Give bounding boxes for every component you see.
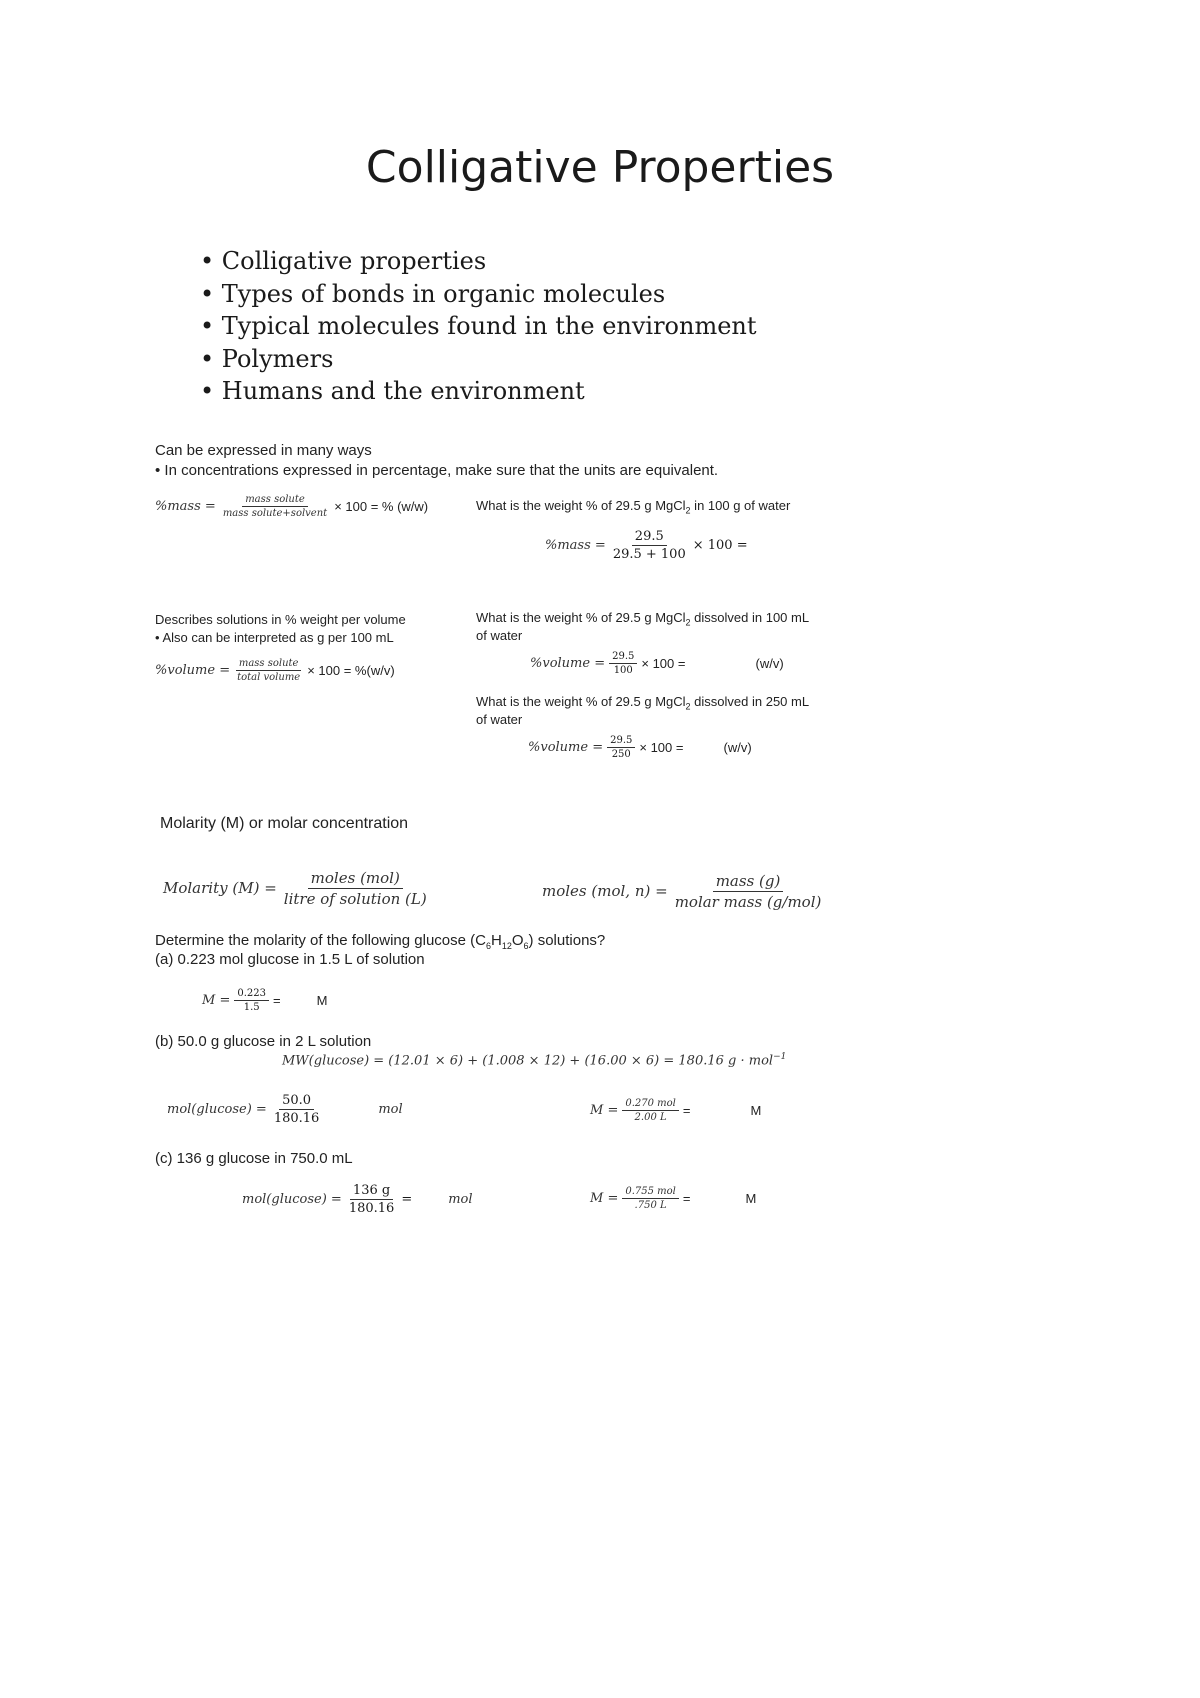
percent-note: • In concentrations expressed in percentage, make sure that the units are equivalent. xyxy=(155,462,719,479)
list-item: • Polymers xyxy=(200,344,334,373)
part-b-label: (b) 50.0 g glucose in 2 L solution xyxy=(155,1033,372,1050)
volume-note: • Also can be interpreted as g per 100 mL xyxy=(155,630,394,645)
question-1: What is the weight % of 29.5 g MgCl$_2$ in 100 g of water xyxy=(476,498,791,516)
question-2-line2: of water xyxy=(476,628,523,643)
volume-intro: Describes solutions in % weight per volume xyxy=(155,612,406,627)
question-2-calc: %volume = $\frac{29.5}{100}$ × 100 = (w/v) xyxy=(530,650,784,676)
part-b-moles-calc: mol(glucose) = $\frac{50.0}{180.16}$ mol xyxy=(167,1092,403,1126)
part-b-molarity-calc: M = $\frac{\text{0.270 mol}}{2.00 L}$ = M xyxy=(590,1097,762,1123)
list-item: • Colligative properties xyxy=(200,247,487,275)
list-item: • Humans and the environment xyxy=(200,377,585,405)
part-c-label: (c) 136 g glucose in 750.0 mL xyxy=(155,1150,353,1167)
question-3-line2: of water xyxy=(476,712,523,727)
question-2: What is the weight % of 29.5 g MgCl$_2$ dissolved in 100 mL xyxy=(476,610,810,628)
list-item: • Types of bonds in organic molecules xyxy=(200,279,666,308)
question-3-calc: %volume = $\frac{29.5}{250}$ × 100 = (w/v) xyxy=(528,734,752,760)
glucose-question: Determine the molarity of the following glucose $(C_6H_{12}O_6)$ solutions? xyxy=(155,932,606,951)
molarity-formula: Molarity (M) = $\frac{\text{moles (mol)}}{\text{litre of solution (L)}}$ xyxy=(163,868,427,908)
topic-list xyxy=(200,245,757,408)
molecular-weight-equation: MW(glucose) = (12.01 × 6) + (1.008 × 12) + (16.00 × 6) = 180.16 g · mol$^{-1}$ xyxy=(282,1052,787,1069)
volume-percent-formula: %volume = $\frac{\text{mass solute}}{\text{total volume}}$ × 100 = %(w/v) xyxy=(155,657,395,683)
question-3: What is the weight % of 29.5 g MgCl$_2$ dissolved in 250 mL xyxy=(476,694,810,712)
mass-percent-formula: %mass = $\frac{\text{mass solute}}{\text{mass solute+solvent}}$ × 100 = % (w/w) xyxy=(155,493,429,519)
percent-intro: Can be expressed in many ways xyxy=(155,442,372,459)
question-1-calc: %mass = $\frac{29.5}{29.5 + 100}$ × 100 = xyxy=(545,528,748,562)
part-a-label: (a) 0.223 mol glucose in 1.5 L of solution xyxy=(155,951,425,968)
part-c-moles-calc: mol(glucose) = $\frac{136 g}{180.16}$ = mol xyxy=(242,1182,473,1216)
part-a-calc: M = $\frac{0.223}{1.5}$ = M xyxy=(202,987,328,1013)
molarity-heading: Molarity (M) or molar concentration xyxy=(160,815,409,832)
part-c-molarity-calc: M = $\frac{\text{0.755 mol}}{.750 L}$ = M xyxy=(590,1185,757,1211)
list-item: • Typical molecules found in the environment xyxy=(200,312,757,340)
moles-formula: moles (mol, n) = $\frac{\text{mass (g)}}{\text{molar mass (g/mol)}}$ xyxy=(542,871,822,911)
page-title: Colligative Properties xyxy=(365,142,835,193)
